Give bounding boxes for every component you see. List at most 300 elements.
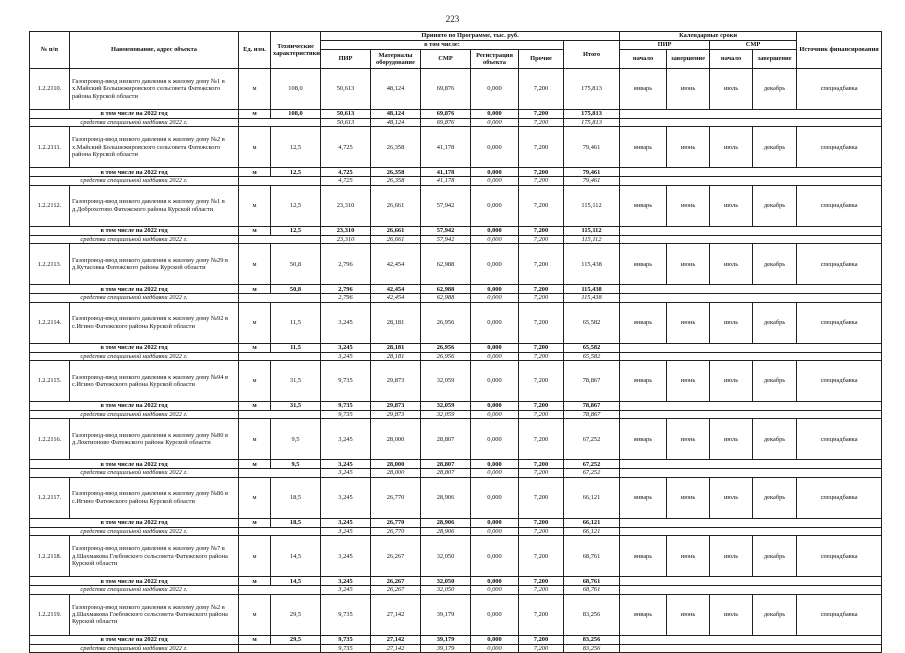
table-row-special xyxy=(30,352,882,360)
total-cell: 65,582 xyxy=(564,343,620,352)
empty-cell xyxy=(239,177,321,185)
empty-cell xyxy=(620,460,882,469)
smr-cell: 28,807 xyxy=(421,460,471,469)
other-cell: 7,200 xyxy=(519,244,564,285)
pir-cell: 4,725 xyxy=(321,127,371,168)
registration-cell: 0,000 xyxy=(471,469,519,477)
special-funds-label: средства специальной надбавки 2022 г. xyxy=(30,235,239,243)
source-cell: спецнадбавка xyxy=(797,594,882,635)
total-cell: 79,461 xyxy=(564,168,620,177)
other-cell: 7,200 xyxy=(519,635,564,644)
tech-cell: 12,5 xyxy=(271,127,321,168)
header-unit: Ед. изм. xyxy=(239,32,271,69)
special-funds-label: средства специальной надбавки 2022 г. xyxy=(30,586,239,594)
empty-cell xyxy=(239,586,321,594)
pir-cell: 3,245 xyxy=(321,527,371,535)
smr-cell: 32,050 xyxy=(421,586,471,594)
unit-cell: м xyxy=(239,460,271,469)
total-cell: 65,582 xyxy=(564,302,620,343)
registration-cell: 0,000 xyxy=(471,294,519,302)
table-row-2022 xyxy=(30,110,882,119)
table-row-2022 xyxy=(30,518,882,527)
header-smr-end: завершение xyxy=(753,50,797,69)
smr-end-cell: декабрь xyxy=(753,594,797,635)
empty-cell xyxy=(620,469,882,477)
total-cell: 67,252 xyxy=(564,419,620,460)
registration-cell: 0,000 xyxy=(471,402,519,411)
pir-cell: 23,310 xyxy=(321,235,371,243)
empty-cell xyxy=(620,518,882,527)
unit-cell: м xyxy=(239,226,271,235)
materials-cell: 26,661 xyxy=(371,235,421,243)
pir-start-cell: январь xyxy=(620,361,667,402)
materials-cell: 48,124 xyxy=(371,69,421,110)
other-cell: 7,200 xyxy=(519,235,564,243)
empty-cell xyxy=(239,294,321,302)
table-row-special xyxy=(30,294,882,302)
registration-cell: 0,000 xyxy=(471,285,519,294)
total-cell: 68,761 xyxy=(564,586,620,594)
incl-2022-label: в том числе на 2022 год xyxy=(30,635,239,644)
table-row-2022 xyxy=(30,460,882,469)
smr-cell: 32,050 xyxy=(421,577,471,586)
total-cell: 175,813 xyxy=(564,110,620,119)
source-cell: спецнадбавка xyxy=(797,185,882,226)
tech-cell: 18,5 xyxy=(271,518,321,527)
program-table xyxy=(29,31,882,653)
table-row-special xyxy=(30,586,882,594)
object-name: Газопровод-ввод низкого давления к жилому дому №1 в д.Доброхотово Фатежского района Курской области xyxy=(70,185,239,226)
pir-end-cell: июнь xyxy=(667,302,710,343)
materials-cell: 28,000 xyxy=(371,419,421,460)
other-cell: 7,200 xyxy=(519,127,564,168)
empty-cell xyxy=(239,644,321,652)
other-cell: 7,200 xyxy=(519,594,564,635)
smr-end-cell: декабрь xyxy=(753,419,797,460)
special-funds-label: средства специальной надбавки 2022 г. xyxy=(30,294,239,302)
smr-cell: 57,942 xyxy=(421,235,471,243)
registration-cell: 0,000 xyxy=(471,110,519,119)
table-row-special xyxy=(30,527,882,535)
smr-cell: 26,956 xyxy=(421,343,471,352)
smr-cell: 41,178 xyxy=(421,127,471,168)
pir-cell: 3,245 xyxy=(321,518,371,527)
table-row xyxy=(30,69,882,110)
total-cell: 66,121 xyxy=(564,527,620,535)
table-row xyxy=(30,536,882,577)
tech-cell: 50,8 xyxy=(271,244,321,285)
source-cell: спецнадбавка xyxy=(797,302,882,343)
unit-cell: м xyxy=(239,635,271,644)
smr-start-cell: июль xyxy=(710,127,753,168)
row-num: 1.2.2114. xyxy=(30,302,70,343)
smr-start-cell: июль xyxy=(710,536,753,577)
materials-cell: 29,873 xyxy=(371,411,421,419)
pir-end-cell: июнь xyxy=(667,127,710,168)
materials-cell: 42,454 xyxy=(371,285,421,294)
object-name: Газопровод-ввод низкого давления к жилому дому №94 в с.Игино Фатежского района Курской области xyxy=(70,361,239,402)
table-row-special xyxy=(30,119,882,127)
smr-cell: 57,942 xyxy=(421,226,471,235)
pir-cell: 9,735 xyxy=(321,402,371,411)
empty-cell xyxy=(620,168,882,177)
table-row xyxy=(30,361,882,402)
total-cell: 65,582 xyxy=(564,352,620,360)
empty-cell xyxy=(620,644,882,652)
other-cell: 7,200 xyxy=(519,518,564,527)
other-cell: 7,200 xyxy=(519,119,564,127)
pir-cell: 50,613 xyxy=(321,110,371,119)
pir-cell: 50,613 xyxy=(321,119,371,127)
registration-cell: 0,000 xyxy=(471,343,519,352)
pir-cell: 50,613 xyxy=(321,69,371,110)
table-row xyxy=(30,127,882,168)
materials-cell: 26,358 xyxy=(371,127,421,168)
materials-cell: 48,124 xyxy=(371,110,421,119)
other-cell: 7,200 xyxy=(519,536,564,577)
pir-start-cell: январь xyxy=(620,244,667,285)
pir-cell: 3,245 xyxy=(321,469,371,477)
table-row xyxy=(30,185,882,226)
table-row xyxy=(30,477,882,518)
table-row xyxy=(30,244,882,285)
pir-cell: 3,245 xyxy=(321,586,371,594)
registration-cell: 0,000 xyxy=(471,460,519,469)
pir-end-cell: июнь xyxy=(667,594,710,635)
total-cell: 175,813 xyxy=(564,69,620,110)
other-cell: 7,200 xyxy=(519,69,564,110)
empty-cell xyxy=(620,177,882,185)
smr-start-cell: июль xyxy=(710,244,753,285)
smr-cell: 28,807 xyxy=(421,469,471,477)
page-number: 223 xyxy=(445,14,460,24)
registration-cell: 0,000 xyxy=(471,244,519,285)
empty-cell xyxy=(239,119,321,127)
pir-cell: 9,735 xyxy=(321,361,371,402)
unit-cell: м xyxy=(239,477,271,518)
tech-cell: 9,5 xyxy=(271,460,321,469)
table-row-2022 xyxy=(30,402,882,411)
incl-2022-label: в том числе на 2022 год xyxy=(30,343,239,352)
total-cell: 66,121 xyxy=(564,477,620,518)
materials-cell: 42,454 xyxy=(371,294,421,302)
materials-cell: 28,181 xyxy=(371,343,421,352)
materials-cell: 28,000 xyxy=(371,469,421,477)
unit-cell: м xyxy=(239,69,271,110)
special-funds-label: средства специальной надбавки 2022 г. xyxy=(30,352,239,360)
registration-cell: 0,000 xyxy=(471,527,519,535)
pir-cell: 3,245 xyxy=(321,419,371,460)
materials-cell: 26,770 xyxy=(371,518,421,527)
empty-cell xyxy=(620,294,882,302)
incl-2022-label: в том числе на 2022 год xyxy=(30,518,239,527)
pir-cell: 2,796 xyxy=(321,294,371,302)
materials-cell: 28,000 xyxy=(371,460,421,469)
pir-cell: 3,245 xyxy=(321,577,371,586)
unit-cell: м xyxy=(239,185,271,226)
total-cell: 79,461 xyxy=(564,177,620,185)
header-num: № п/п xyxy=(30,32,70,69)
smr-start-cell: июль xyxy=(710,69,753,110)
pir-start-cell: январь xyxy=(620,419,667,460)
registration-cell: 0,000 xyxy=(471,235,519,243)
total-cell: 68,761 xyxy=(564,577,620,586)
other-cell: 7,200 xyxy=(519,586,564,594)
total-cell: 68,761 xyxy=(564,536,620,577)
total-cell: 115,112 xyxy=(564,235,620,243)
special-funds-label: средства специальной надбавки 2022 г. xyxy=(30,644,239,652)
smr-cell: 26,956 xyxy=(421,352,471,360)
materials-cell: 48,124 xyxy=(371,119,421,127)
header-pir-end: завершение xyxy=(667,50,710,69)
registration-cell: 0,000 xyxy=(471,419,519,460)
total-cell: 78,867 xyxy=(564,411,620,419)
materials-cell: 42,454 xyxy=(371,244,421,285)
source-cell: спецнадбавка xyxy=(797,536,882,577)
incl-2022-label: в том числе на 2022 год xyxy=(30,226,239,235)
registration-cell: 0,000 xyxy=(471,168,519,177)
materials-cell: 26,267 xyxy=(371,536,421,577)
tech-cell: 12,5 xyxy=(271,185,321,226)
empty-cell xyxy=(620,402,882,411)
table-row-2022 xyxy=(30,168,882,177)
smr-start-cell: июль xyxy=(710,185,753,226)
smr-cell: 69,876 xyxy=(421,119,471,127)
header-cal-pir: ПИР xyxy=(620,41,710,50)
header-tech: Технические характеристики xyxy=(271,32,321,69)
row-num: 1.2.2113. xyxy=(30,244,70,285)
smr-end-cell: декабрь xyxy=(753,477,797,518)
smr-end-cell: декабрь xyxy=(753,361,797,402)
object-name: Газопровод-ввод низкого давления к жилому дому №29 в д.Кутасовка Фатежского района Курской области xyxy=(70,244,239,285)
total-cell: 66,121 xyxy=(564,518,620,527)
pir-cell: 9,735 xyxy=(321,635,371,644)
tech-cell: 12,5 xyxy=(271,168,321,177)
materials-cell: 27,142 xyxy=(371,644,421,652)
materials-cell: 26,661 xyxy=(371,226,421,235)
pir-cell: 3,245 xyxy=(321,302,371,343)
unit-cell: м xyxy=(239,302,271,343)
unit-cell: м xyxy=(239,419,271,460)
tech-cell: 14,5 xyxy=(271,536,321,577)
table-row-2022 xyxy=(30,285,882,294)
smr-cell: 32,059 xyxy=(421,402,471,411)
smr-end-cell: декабрь xyxy=(753,127,797,168)
smr-cell: 39,179 xyxy=(421,635,471,644)
other-cell: 7,200 xyxy=(519,411,564,419)
header-including: в том числе: xyxy=(321,41,564,50)
smr-end-cell: декабрь xyxy=(753,302,797,343)
total-cell: 79,461 xyxy=(564,127,620,168)
empty-cell xyxy=(620,343,882,352)
smr-cell: 41,178 xyxy=(421,168,471,177)
object-name: Газопровод-ввод низкого давления к жилому дому №80 в д.Локтионово Фатежского района Курской области xyxy=(70,419,239,460)
smr-cell: 69,876 xyxy=(421,69,471,110)
empty-cell xyxy=(620,577,882,586)
other-cell: 7,200 xyxy=(519,168,564,177)
empty-cell xyxy=(239,527,321,535)
total-cell: 83,256 xyxy=(564,594,620,635)
incl-2022-label: в том числе на 2022 год xyxy=(30,577,239,586)
tech-cell: 18,5 xyxy=(271,477,321,518)
smr-cell: 62,988 xyxy=(421,294,471,302)
header-cal-smr: СМР xyxy=(710,41,797,50)
object-name: Газопровод-ввод низкого давления к жилому дому №1 в х.Майский Большежировского сельсовета Фатежского района Курской области xyxy=(70,69,239,110)
pir-cell: 4,725 xyxy=(321,177,371,185)
smr-cell: 39,179 xyxy=(421,594,471,635)
pir-cell: 3,245 xyxy=(321,343,371,352)
pir-cell: 4,725 xyxy=(321,168,371,177)
pir-cell: 2,796 xyxy=(321,244,371,285)
pir-end-cell: июнь xyxy=(667,477,710,518)
pir-end-cell: июнь xyxy=(667,244,710,285)
other-cell: 7,200 xyxy=(519,110,564,119)
empty-cell xyxy=(620,119,882,127)
total-cell: 115,438 xyxy=(564,244,620,285)
materials-cell: 29,873 xyxy=(371,402,421,411)
pir-start-cell: январь xyxy=(620,185,667,226)
materials-cell: 27,142 xyxy=(371,635,421,644)
other-cell: 7,200 xyxy=(519,477,564,518)
empty-cell xyxy=(620,235,882,243)
other-cell: 7,200 xyxy=(519,419,564,460)
table-row-2022 xyxy=(30,343,882,352)
total-cell: 67,252 xyxy=(564,460,620,469)
other-cell: 7,200 xyxy=(519,460,564,469)
header-accepted: Принято по Программе, тыс. руб. xyxy=(321,32,620,41)
tech-cell: 29,5 xyxy=(271,635,321,644)
unit-cell: м xyxy=(239,577,271,586)
object-name: Газопровод-ввод низкого давления к жилому дому №2 в х.Майский Большежировского сельсовета Фатежского района Курской области xyxy=(70,127,239,168)
table-row xyxy=(30,419,882,460)
other-cell: 7,200 xyxy=(519,343,564,352)
registration-cell: 0,000 xyxy=(471,411,519,419)
smr-start-cell: июль xyxy=(710,477,753,518)
source-cell: спецнадбавка xyxy=(797,69,882,110)
unit-cell: м xyxy=(239,536,271,577)
header-pir-start: начало xyxy=(620,50,667,69)
registration-cell: 0,000 xyxy=(471,635,519,644)
empty-cell xyxy=(620,226,882,235)
empty-cell xyxy=(620,110,882,119)
source-cell: спецнадбавка xyxy=(797,419,882,460)
source-cell: спецнадбавка xyxy=(797,477,882,518)
row-num: 1.2.2111. xyxy=(30,127,70,168)
registration-cell: 0,000 xyxy=(471,119,519,127)
unit-cell: м xyxy=(239,168,271,177)
other-cell: 7,200 xyxy=(519,185,564,226)
pir-end-cell: июнь xyxy=(667,419,710,460)
unit-cell: м xyxy=(239,285,271,294)
row-num: 1.2.2110. xyxy=(30,69,70,110)
pir-start-cell: январь xyxy=(620,302,667,343)
special-funds-label: средства специальной надбавки 2022 г. xyxy=(30,469,239,477)
smr-start-cell: июль xyxy=(710,302,753,343)
registration-cell: 0,000 xyxy=(471,185,519,226)
incl-2022-label: в том числе на 2022 год xyxy=(30,402,239,411)
special-funds-label: средства специальной надбавки 2022 г. xyxy=(30,527,239,535)
unit-cell: м xyxy=(239,594,271,635)
header-total: Итого xyxy=(564,41,620,69)
empty-cell xyxy=(239,411,321,419)
other-cell: 7,200 xyxy=(519,361,564,402)
header-registration: Регистрация объекта xyxy=(471,50,519,69)
other-cell: 7,200 xyxy=(519,294,564,302)
pir-cell: 9,735 xyxy=(321,644,371,652)
tech-cell: 31,5 xyxy=(271,361,321,402)
object-name: Газопровод-ввод низкого давления к жилому дому №7 в д.Шахмакова Глебовского сельсовета Фатежского района Курской области xyxy=(70,536,239,577)
pir-end-cell: июнь xyxy=(667,185,710,226)
materials-cell: 28,181 xyxy=(371,302,421,343)
materials-cell: 26,770 xyxy=(371,477,421,518)
materials-cell: 27,142 xyxy=(371,594,421,635)
pir-start-cell: январь xyxy=(620,477,667,518)
incl-2022-label: в том числе на 2022 год xyxy=(30,285,239,294)
pir-cell: 23,310 xyxy=(321,185,371,226)
pir-end-cell: июнь xyxy=(667,69,710,110)
total-cell: 115,112 xyxy=(564,185,620,226)
smr-cell: 26,956 xyxy=(421,302,471,343)
smr-cell: 62,988 xyxy=(421,244,471,285)
materials-cell: 26,770 xyxy=(371,527,421,535)
empty-cell xyxy=(239,235,321,243)
object-name: Газопровод-ввод низкого давления к жилому дому №92 в с.Игино Фатежского района Курской области xyxy=(70,302,239,343)
pir-cell: 3,245 xyxy=(321,352,371,360)
other-cell: 7,200 xyxy=(519,285,564,294)
registration-cell: 0,000 xyxy=(471,69,519,110)
tech-cell: 14,5 xyxy=(271,577,321,586)
smr-cell: 57,942 xyxy=(421,185,471,226)
smr-cell: 69,876 xyxy=(421,110,471,119)
pir-start-cell: январь xyxy=(620,594,667,635)
smr-cell: 32,059 xyxy=(421,411,471,419)
special-funds-label: средства специальной надбавки 2022 г. xyxy=(30,119,239,127)
unit-cell: м xyxy=(239,127,271,168)
source-cell: спецнадбавка xyxy=(797,361,882,402)
registration-cell: 0,000 xyxy=(471,177,519,185)
other-cell: 7,200 xyxy=(519,577,564,586)
table-row-special xyxy=(30,235,882,243)
special-funds-label: средства специальной надбавки 2022 г. xyxy=(30,411,239,419)
object-name: Газопровод-ввод низкого давления к жилому дому №86 в с.Игино Фатежского района Курской области xyxy=(70,477,239,518)
other-cell: 7,200 xyxy=(519,177,564,185)
unit-cell: м xyxy=(239,244,271,285)
total-cell: 115,438 xyxy=(564,285,620,294)
registration-cell: 0,000 xyxy=(471,477,519,518)
smr-start-cell: июль xyxy=(710,361,753,402)
pir-end-cell: июнь xyxy=(667,536,710,577)
row-num: 1.2.2115. xyxy=(30,361,70,402)
pir-cell: 9,735 xyxy=(321,411,371,419)
row-num: 1.2.2119. xyxy=(30,594,70,635)
other-cell: 7,200 xyxy=(519,644,564,652)
total-cell: 83,256 xyxy=(564,644,620,652)
table-row-2022 xyxy=(30,226,882,235)
tech-cell: 108,0 xyxy=(271,69,321,110)
materials-cell: 26,267 xyxy=(371,586,421,594)
header-materials: Материалы оборудование xyxy=(371,50,421,69)
incl-2022-label: в том числе на 2022 год xyxy=(30,460,239,469)
pir-cell: 3,245 xyxy=(321,536,371,577)
total-cell: 78,867 xyxy=(564,361,620,402)
total-cell: 67,252 xyxy=(564,469,620,477)
header-calendar: Календарные сроки xyxy=(620,32,797,41)
smr-start-cell: июль xyxy=(710,419,753,460)
pir-cell: 23,310 xyxy=(321,226,371,235)
smr-end-cell: декабрь xyxy=(753,536,797,577)
unit-cell: м xyxy=(239,110,271,119)
pir-cell: 3,245 xyxy=(321,460,371,469)
